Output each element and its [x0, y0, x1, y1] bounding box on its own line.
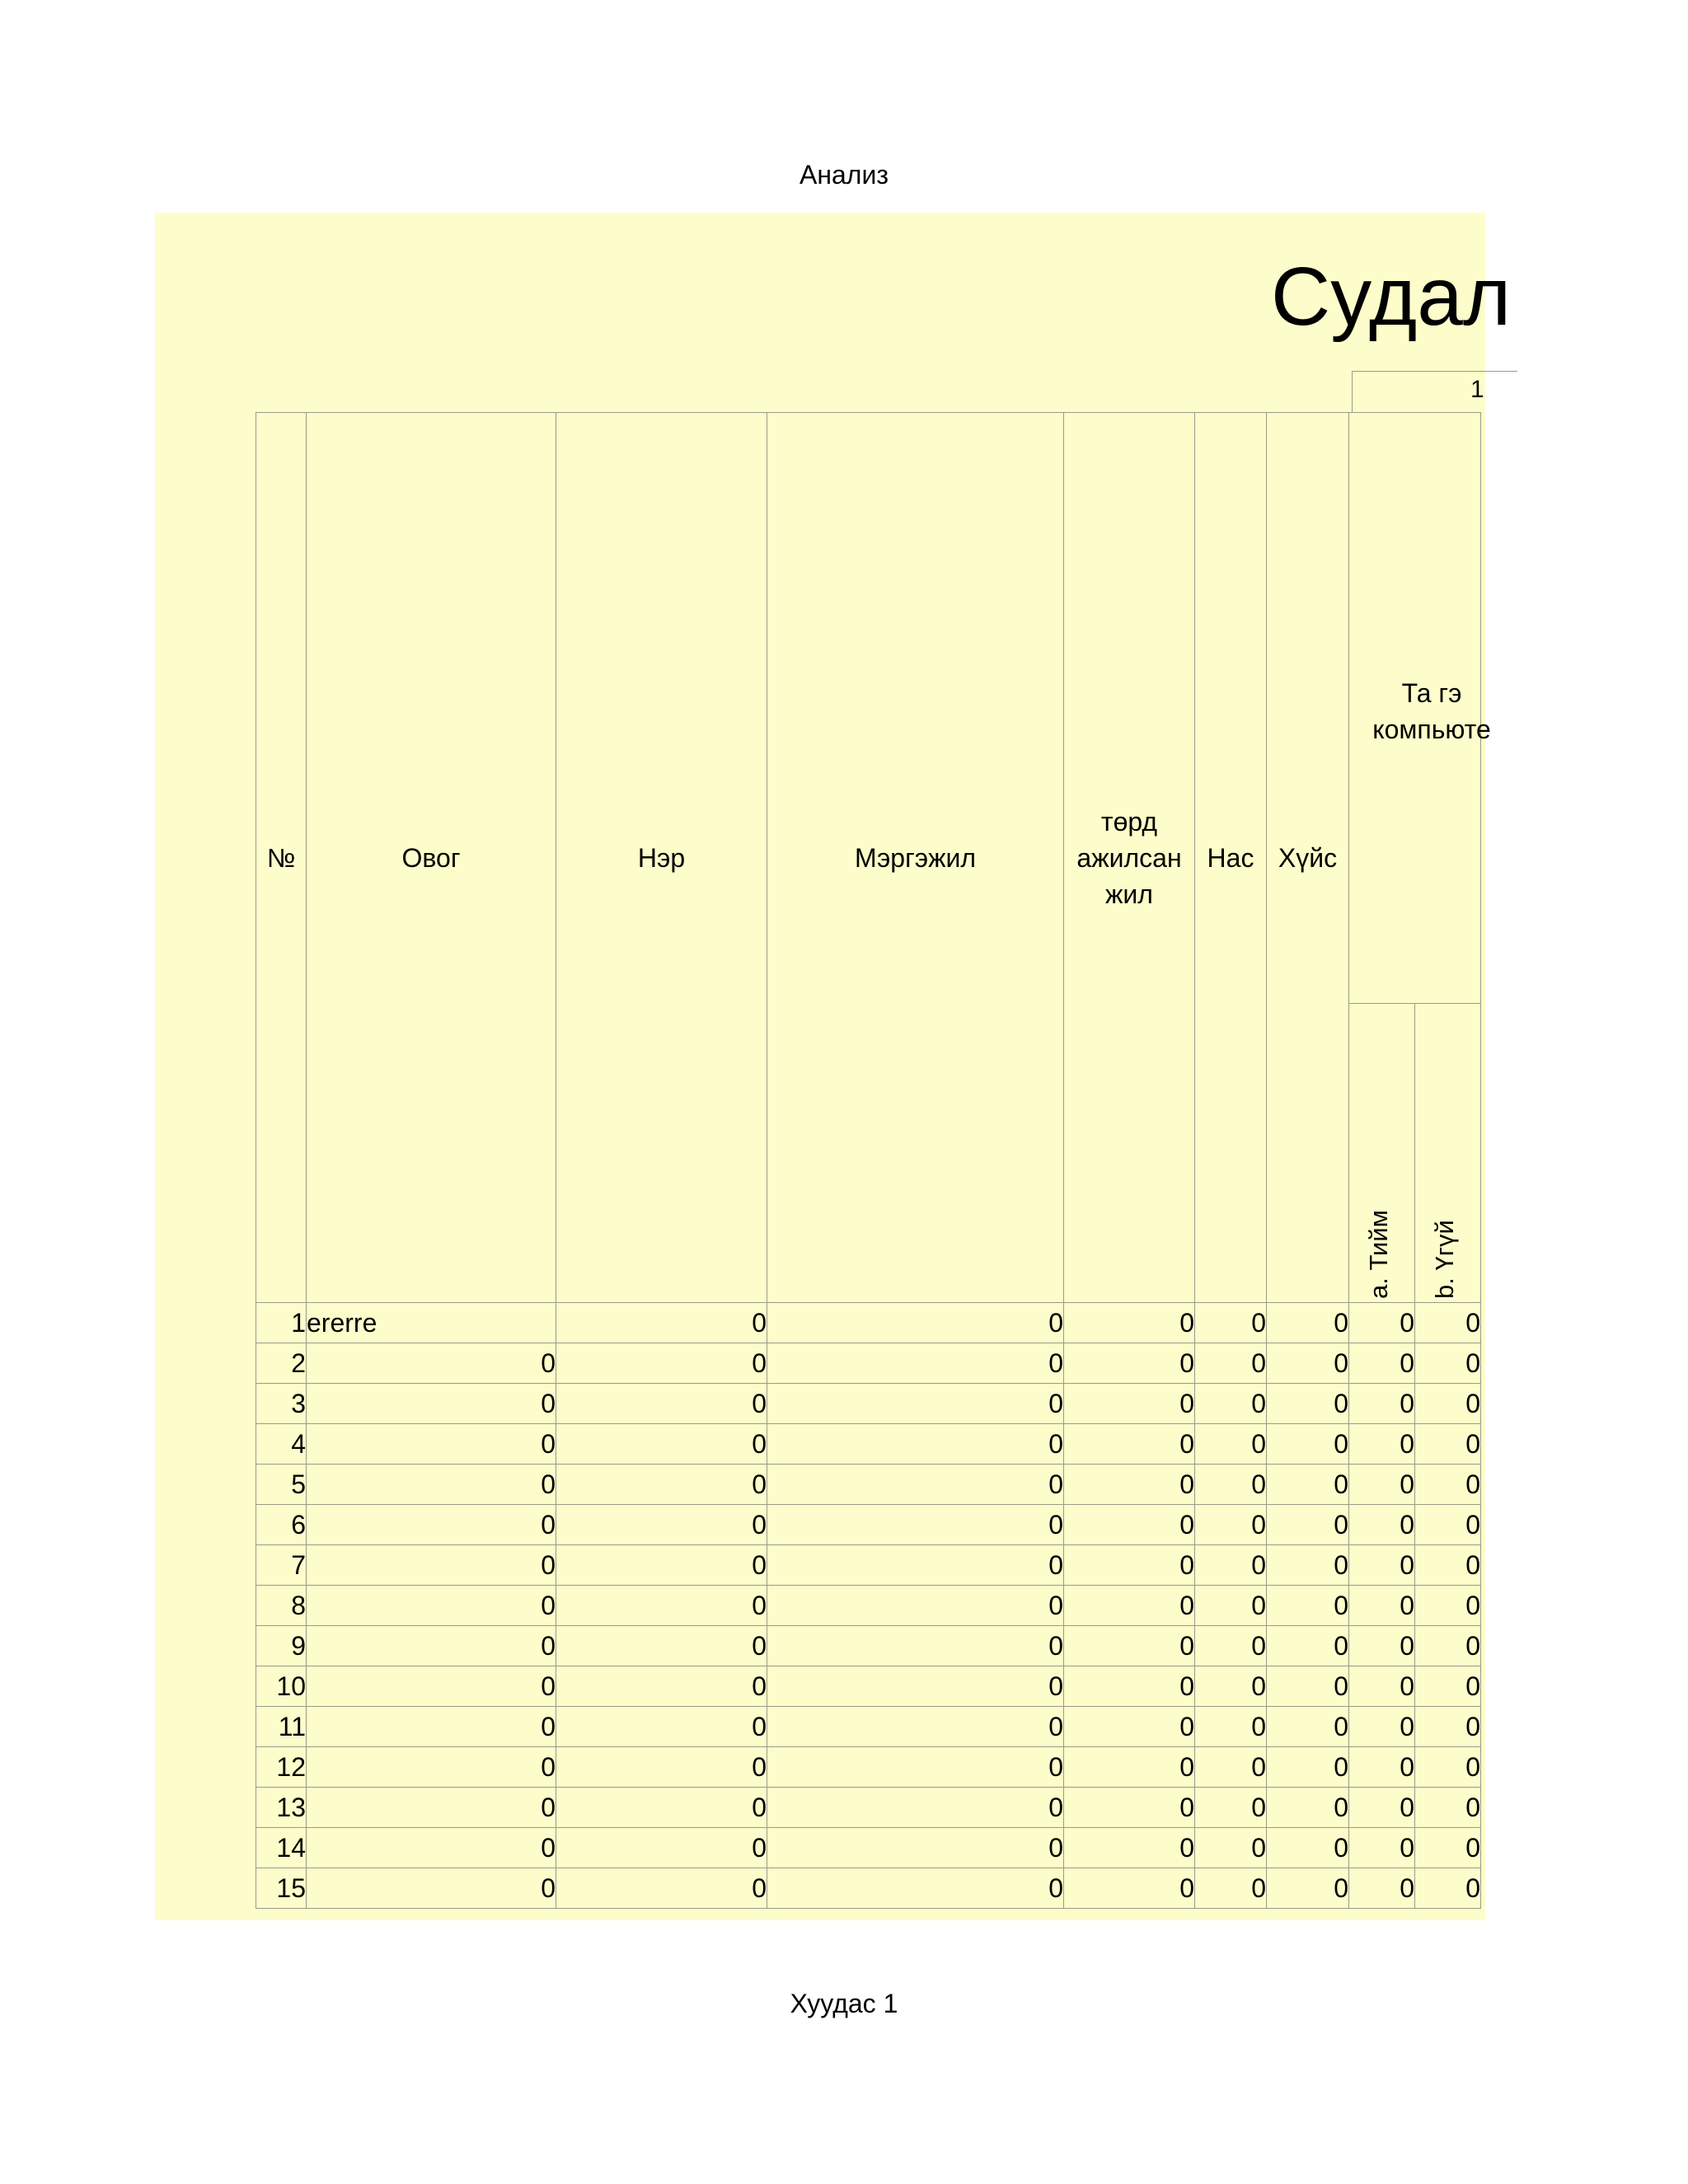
cell-profession[interactable]: 0 — [767, 1505, 1064, 1545]
cell-gender[interactable]: 0 — [1267, 1666, 1349, 1707]
cell-option-a[interactable]: 0 — [1349, 1505, 1415, 1545]
table-row — [256, 1545, 1481, 1586]
cell-no[interactable]: 7 — [256, 1545, 307, 1586]
cell-name[interactable]: 0 — [556, 1303, 767, 1343]
cell-name[interactable]: 0 — [556, 1586, 767, 1626]
table-row — [256, 1343, 1481, 1384]
cell-work-years[interactable]: 0 — [1064, 1586, 1195, 1626]
cell-option-a[interactable]: 0 — [1349, 1303, 1415, 1343]
cell-age[interactable]: 0 — [1195, 1424, 1267, 1465]
page-footer: Хуудас 1 — [790, 1989, 898, 2018]
cell-name[interactable]: 0 — [556, 1747, 767, 1788]
cell-gender[interactable]: 0 — [1267, 1545, 1349, 1586]
question-text — [1349, 675, 1514, 748]
page-header: Анализ — [799, 160, 889, 190]
cell-surname[interactable]: 0 — [307, 1666, 556, 1707]
cell-profession[interactable]: 0 — [767, 1424, 1064, 1465]
cell-surname[interactable]: 0 — [307, 1868, 556, 1909]
cell-option-b[interactable]: 0 — [1415, 1545, 1481, 1586]
cell-option-b[interactable]: 0 — [1415, 1788, 1481, 1828]
cell-name[interactable]: 0 — [556, 1707, 767, 1747]
cell-option-a[interactable]: 0 — [1349, 1384, 1415, 1424]
cell-age[interactable]: 0 — [1195, 1303, 1267, 1343]
cell-gender[interactable]: 0 — [1267, 1424, 1349, 1465]
work-years-line1: төрд — [1100, 806, 1158, 837]
cell-work-years[interactable]: 0 — [1064, 1465, 1195, 1505]
cell-option-a[interactable]: 0 — [1349, 1747, 1415, 1788]
option-a-label: a. Тийм — [1364, 1210, 1393, 1299]
cell-surname[interactable]: 0 — [307, 1384, 556, 1424]
cell-option-a[interactable]: 0 — [1349, 1343, 1415, 1384]
cell-age[interactable]: 0 — [1195, 1586, 1267, 1626]
cell-gender[interactable]: 0 — [1267, 1868, 1349, 1909]
cell-option-b[interactable]: 0 — [1415, 1303, 1481, 1343]
sheet-title: Судал — [1271, 251, 1512, 343]
table-row — [256, 1586, 1481, 1626]
option-b-label: b. Үгүй — [1430, 1220, 1459, 1299]
cell-option-a[interactable]: 0 — [1349, 1707, 1415, 1747]
cell-work-years[interactable]: 0 — [1064, 1747, 1195, 1788]
cell-age[interactable]: 0 — [1195, 1505, 1267, 1545]
cell-age[interactable]: 0 — [1195, 1868, 1267, 1909]
cell-gender[interactable]: 0 — [1267, 1343, 1349, 1384]
cell-name[interactable]: 0 — [556, 1505, 767, 1545]
table-row — [256, 1666, 1481, 1707]
work-years-line2: ажилсан — [1076, 842, 1182, 873]
cell-option-a[interactable]: 0 — [1349, 1828, 1415, 1868]
cell-surname[interactable]: 0 — [307, 1788, 556, 1828]
table-row — [256, 1303, 1481, 1343]
cell-gender[interactable]: 0 — [1267, 1505, 1349, 1545]
cell-work-years[interactable]: 0 — [1064, 1828, 1195, 1868]
spreadsheet-area — [155, 213, 1512, 1920]
question-group-header — [1352, 371, 1517, 413]
table-row — [256, 1828, 1481, 1868]
cell-profession[interactable]: 0 — [767, 1465, 1064, 1505]
cell-name[interactable]: 0 — [556, 1343, 767, 1384]
cell-no[interactable]: 2 — [256, 1343, 307, 1384]
cell-work-years[interactable]: 0 — [1064, 1707, 1195, 1747]
cell-no[interactable]: 5 — [256, 1465, 307, 1505]
cell-option-b[interactable]: 0 — [1415, 1384, 1481, 1424]
cell-surname[interactable]: 0 — [307, 1424, 556, 1465]
cell-work-years[interactable]: 0 — [1064, 1626, 1195, 1666]
cell-age[interactable]: 0 — [1195, 1788, 1267, 1828]
question-header-cell[interactable] — [1349, 413, 1491, 1004]
table-row — [256, 1384, 1481, 1424]
cell-name[interactable]: 0 — [556, 1868, 767, 1909]
cell-profession[interactable]: 0 — [767, 1868, 1064, 1909]
cell-work-years[interactable]: 0 — [1064, 1505, 1195, 1545]
cell-work-years[interactable]: 0 — [1064, 1788, 1195, 1828]
cell-option-b[interactable]: 0 — [1415, 1465, 1481, 1505]
cell-age[interactable]: 0 — [1195, 1666, 1267, 1707]
cell-age[interactable]: 0 — [1195, 1626, 1267, 1666]
cell-option-b[interactable]: 0 — [1415, 1868, 1481, 1909]
cell-option-a[interactable]: 0 — [1349, 1465, 1415, 1505]
cell-profession[interactable]: 0 — [767, 1626, 1064, 1666]
table-row — [256, 1424, 1481, 1465]
cell-profession[interactable]: 0 — [767, 1343, 1064, 1384]
table-row — [256, 1465, 1481, 1505]
col-header-work-years[interactable] — [1064, 413, 1195, 1303]
cell-option-b[interactable]: 0 — [1415, 1586, 1481, 1626]
header-row — [256, 413, 1481, 1004]
col-header-no[interactable]: № — [256, 413, 307, 1303]
cell-gender[interactable]: 0 — [1267, 1465, 1349, 1505]
cell-profession[interactable]: 0 — [767, 1384, 1064, 1424]
cell-age[interactable]: 0 — [1195, 1465, 1267, 1505]
cell-work-years[interactable]: 0 — [1064, 1666, 1195, 1707]
table-row — [256, 1505, 1481, 1545]
cell-work-years[interactable]: 0 — [1064, 1868, 1195, 1909]
cell-surname[interactable]: 0 — [307, 1505, 556, 1545]
cell-age[interactable]: 0 — [1195, 1545, 1267, 1586]
col-header-option-a[interactable] — [1349, 1004, 1415, 1303]
cell-option-a[interactable]: 0 — [1349, 1626, 1415, 1666]
cell-gender[interactable]: 0 — [1267, 1747, 1349, 1788]
cell-profession[interactable]: 0 — [767, 1303, 1064, 1343]
work-years-line3: жил — [1105, 879, 1153, 909]
cell-name[interactable]: 0 — [556, 1545, 767, 1586]
cell-surname[interactable]: 0 — [307, 1626, 556, 1666]
col-header-profession[interactable]: Мэргэжил — [767, 413, 1064, 1303]
cell-option-b[interactable]: 0 — [1415, 1343, 1481, 1384]
cell-option-b[interactable]: 0 — [1415, 1666, 1481, 1707]
table-row — [256, 1788, 1481, 1828]
question-number: 1 — [1470, 376, 1484, 403]
table-row — [256, 1707, 1481, 1747]
cell-name[interactable]: 0 — [556, 1465, 767, 1505]
cell-no[interactable]: 15 — [256, 1868, 307, 1909]
cell-profession[interactable]: 0 — [767, 1545, 1064, 1586]
cell-surname[interactable]: 0 — [307, 1545, 556, 1586]
cell-name[interactable]: 0 — [556, 1788, 767, 1828]
cell-name[interactable]: 0 — [556, 1424, 767, 1465]
cell-age[interactable]: 0 — [1195, 1828, 1267, 1868]
cell-option-b[interactable]: 0 — [1415, 1626, 1481, 1666]
cell-option-a[interactable]: 0 — [1349, 1545, 1415, 1586]
col-header-gender[interactable]: Хүйс — [1267, 413, 1349, 1303]
cell-gender[interactable]: 0 — [1267, 1303, 1349, 1343]
question-text-line1: Та гэ — [1401, 678, 1462, 708]
cell-work-years[interactable]: 0 — [1064, 1303, 1195, 1343]
table-row — [256, 1868, 1481, 1909]
cell-surname[interactable]: 0 — [307, 1586, 556, 1626]
cell-age[interactable]: 0 — [1195, 1747, 1267, 1788]
cell-work-years[interactable]: 0 — [1064, 1545, 1195, 1586]
cell-no[interactable]: 6 — [256, 1505, 307, 1545]
cell-work-years[interactable]: 0 — [1064, 1424, 1195, 1465]
cell-option-a[interactable]: 0 — [1349, 1424, 1415, 1465]
cell-option-b[interactable]: 0 — [1415, 1424, 1481, 1465]
cell-surname[interactable]: ererre — [307, 1303, 556, 1343]
cell-option-a[interactable]: 0 — [1349, 1868, 1415, 1909]
cell-no[interactable]: 11 — [256, 1707, 307, 1747]
cell-profession[interactable]: 0 — [767, 1586, 1064, 1626]
cell-option-b[interactable]: 0 — [1415, 1707, 1481, 1747]
cell-no[interactable]: 10 — [256, 1666, 307, 1707]
cell-gender[interactable]: 0 — [1267, 1384, 1349, 1424]
cell-no[interactable]: 8 — [256, 1586, 307, 1626]
cell-name[interactable]: 0 — [556, 1626, 767, 1666]
cell-profession[interactable]: 0 — [767, 1707, 1064, 1747]
col-header-name[interactable]: Нэр — [556, 413, 767, 1303]
col-header-surname[interactable]: Овог — [307, 413, 556, 1303]
cell-name[interactable]: 0 — [556, 1828, 767, 1868]
cell-no[interactable]: 9 — [256, 1626, 307, 1666]
cell-option-b[interactable]: 0 — [1415, 1828, 1481, 1868]
cell-option-a[interactable]: 0 — [1349, 1666, 1415, 1707]
col-header-age[interactable]: Нас — [1195, 413, 1267, 1303]
cell-no[interactable]: 14 — [256, 1828, 307, 1868]
cell-age[interactable]: 0 — [1195, 1343, 1267, 1384]
cell-no[interactable]: 12 — [256, 1747, 307, 1788]
cell-gender[interactable]: 0 — [1267, 1788, 1349, 1828]
cell-no[interactable]: 3 — [256, 1384, 307, 1424]
question-text-line2: компьюте — [1372, 715, 1491, 744]
table-row — [256, 1747, 1481, 1788]
cell-age[interactable]: 0 — [1195, 1707, 1267, 1747]
table-row — [256, 1626, 1481, 1666]
cell-work-years[interactable]: 0 — [1064, 1343, 1195, 1384]
cell-profession[interactable]: 0 — [767, 1788, 1064, 1828]
cell-surname[interactable]: 0 — [307, 1747, 556, 1788]
cell-profession[interactable]: 0 — [767, 1747, 1064, 1788]
cell-work-years[interactable]: 0 — [1064, 1384, 1195, 1424]
cell-surname[interactable]: 0 — [307, 1343, 556, 1384]
cell-no[interactable]: 1 — [256, 1303, 307, 1343]
cell-name[interactable]: 0 — [556, 1384, 767, 1424]
cell-gender[interactable]: 0 — [1267, 1828, 1349, 1868]
cell-option-b[interactable]: 0 — [1415, 1747, 1481, 1788]
cell-no[interactable]: 13 — [256, 1788, 307, 1828]
cell-age[interactable]: 0 — [1195, 1384, 1267, 1424]
cell-option-b[interactable]: 0 — [1415, 1505, 1481, 1545]
survey-table — [256, 412, 1491, 1909]
cell-option-a[interactable]: 0 — [1349, 1586, 1415, 1626]
cell-profession[interactable]: 0 — [767, 1666, 1064, 1707]
cell-profession[interactable]: 0 — [767, 1828, 1064, 1868]
cell-gender[interactable]: 0 — [1267, 1707, 1349, 1747]
cell-gender[interactable]: 0 — [1267, 1626, 1349, 1666]
cell-surname[interactable]: 0 — [307, 1465, 556, 1505]
cell-gender[interactable]: 0 — [1267, 1586, 1349, 1626]
cell-option-a[interactable]: 0 — [1349, 1788, 1415, 1828]
col-header-option-b[interactable] — [1415, 1004, 1481, 1303]
cell-surname[interactable]: 0 — [307, 1707, 556, 1747]
cell-surname[interactable]: 0 — [307, 1828, 556, 1868]
cell-no[interactable]: 4 — [256, 1424, 307, 1465]
cell-name[interactable]: 0 — [556, 1666, 767, 1707]
